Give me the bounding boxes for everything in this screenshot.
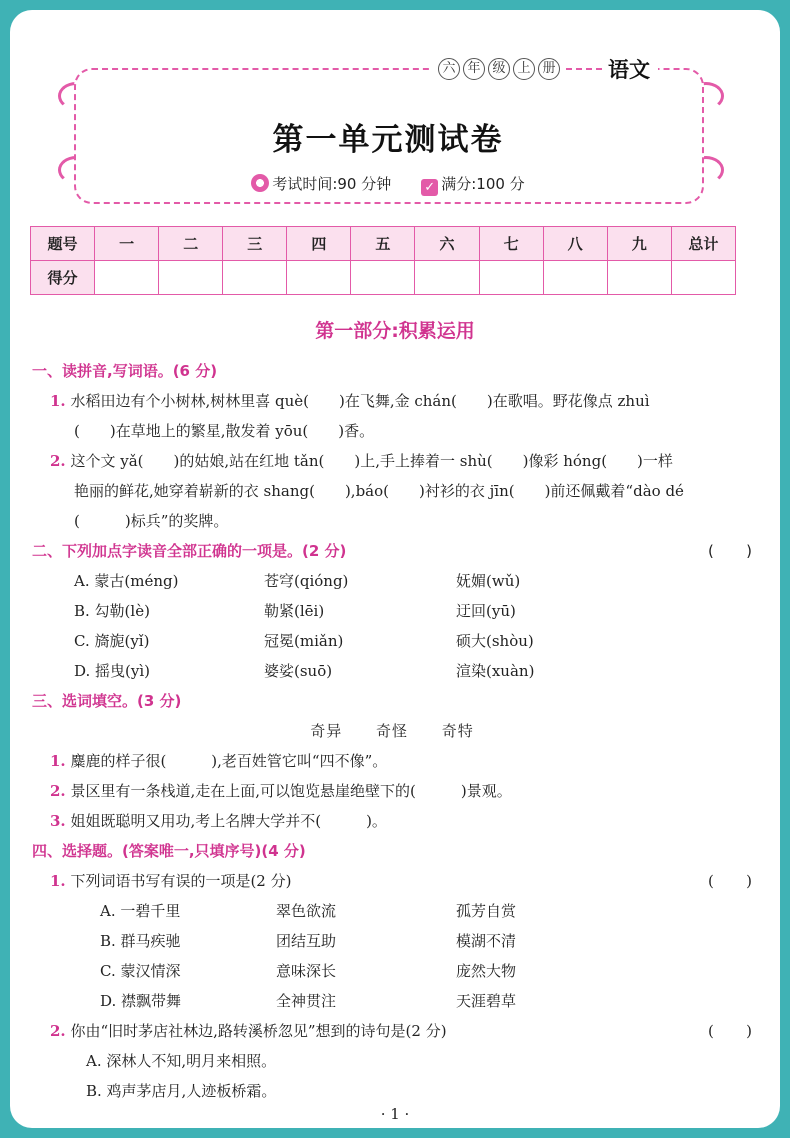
option-item: B. 勾勒(lè) [74,602,150,620]
table-header-cell: 九 [607,227,671,261]
score-cell[interactable] [415,261,479,295]
option-item: 意味深长 [276,962,337,980]
option-item: 全神贯注 [276,992,337,1010]
option-item: 庞然大物 [456,962,517,980]
score-table [30,226,736,295]
score-cell[interactable] [287,261,351,295]
score-cell[interactable] [159,261,223,295]
option-item: D. 襟飘带舞 [100,992,182,1010]
grade-char: 年 [463,58,485,80]
bracket-left: ( [708,1022,714,1040]
bracket-right: ) [746,1022,752,1040]
question-text: 景区里有一条栈道,走在上面,可以饱览悬崖绝壁下的( )景观。 [70,782,512,800]
part-title: 第一部分:积累运用 [315,320,475,342]
word-bank [32,716,752,746]
score-cell[interactable] [351,261,415,295]
option-item: D. 摇曳(yì) [74,662,151,680]
table-header-cell: 六 [415,227,479,261]
bracket-left: ( [708,872,714,890]
table-header-cell: 五 [351,227,415,261]
question-line [32,386,752,416]
table-header-cell: 八 [543,227,607,261]
grade-char: 册 [538,58,560,80]
bracket-right: ) [746,542,752,560]
page-number: · 1 · [380,1105,410,1123]
section-heading: 四、选择题。(答案唯一,只填序号)(4 分) [32,842,306,860]
question-line [32,1016,752,1046]
table-header-cell: 四 [287,227,351,261]
grade-char: 六 [438,58,460,80]
divider [566,68,602,70]
score-cell[interactable] [671,261,735,295]
option-row [32,656,752,686]
option-item: 翠色欲流 [276,902,337,920]
option-item: B. 群马疾驰 [100,932,181,950]
option-row [32,926,752,956]
table-header-cell: 一 [95,227,159,261]
bracket-right: ) [746,872,752,890]
question-number: 3. [50,812,66,830]
option-row [32,986,752,1016]
question-line: ( )标兵”的奖牌。 [74,512,229,530]
exam-meta [68,173,708,196]
score-cell[interactable] [479,261,543,295]
score-cell[interactable] [95,261,159,295]
exam-page [10,10,780,1128]
table-header-cell: 二 [159,227,223,261]
question-number: 1. [50,752,66,770]
table-row [31,227,736,261]
option-item: 勒紧(lēi) [264,602,325,620]
answer-bracket[interactable] [708,1016,752,1046]
option-item: 苍穹(qióng) [264,572,349,590]
question-number: 1. [50,392,66,410]
option-row [32,566,752,596]
questions [32,356,752,1106]
bracket-left: ( [708,542,714,560]
question-line: ( )在草地上的繁星,散发着 yōu( )香。 [74,422,375,440]
answer-bracket[interactable] [708,536,752,566]
question-text: 下列词语书写有误的一项是(2 分) [70,872,292,890]
option-item: C. 旖旎(yǐ) [74,632,150,650]
title-frame [68,60,708,210]
option-item: A. 深林人不知,明月来相照。 [86,1052,277,1070]
option-item: 渲染(xuàn) [456,662,535,680]
question-line [32,746,752,776]
option-row [32,956,752,986]
score-label: 满分:100 分 [441,175,525,193]
option-item: 冠冕(miǎn) [264,632,344,650]
table-header-cell: 题号 [31,227,95,261]
option-item: 模湖不清 [456,932,517,950]
question-line [32,866,752,896]
section-heading: 三、选词填空。(3 分) [32,692,182,710]
question-line [32,776,752,806]
table-header-cell: 总计 [671,227,735,261]
grade-char: 级 [488,58,510,80]
word-choice: 奇异 [310,722,343,740]
section-title: 二、下列加点字读音全部正确的一项是。(2 分) [32,542,347,560]
score-cell[interactable] [607,261,671,295]
question-line [32,806,752,836]
grade-chars [438,58,560,80]
option-item: 硕大(shòu) [456,632,534,650]
option-item: 天涯碧草 [456,992,517,1010]
option-item: 迂回(yū) [456,602,516,620]
table-header-cell: 得分 [31,261,95,295]
question-number: 1. [50,872,66,890]
answer-bracket[interactable] [708,866,752,896]
question-text: 这个文 yǎ( )的姑娘,站在红地 tǎn( )上,手上捧着一 shù( )像彩 hóng( )一样 [70,452,673,470]
question-line: 艳丽的鲜花,她穿着崭新的衣 shang( ),báo( )衬衫的衣 jīn( )前还佩戴着“dào dé [74,482,684,500]
word-choice: 奇特 [441,722,474,740]
option-item: 婆娑(suō) [264,662,333,680]
word-choice: 奇怪 [375,722,408,740]
option-item: C. 蒙汉情深 [100,962,181,980]
question-line [32,446,752,476]
score-cell[interactable] [543,261,607,295]
clock-icon [251,174,269,192]
table-row [31,261,736,295]
check-icon: ✓ [421,179,438,196]
option-item: A. 蒙古(méng) [74,572,179,590]
subject-label: 语文 [608,58,650,82]
option-item: 妩媚(wǔ) [456,572,521,590]
question-text: 麋鹿的样子很( ),老百姓管它叫“四不像”。 [70,752,388,770]
section-heading [32,536,752,566]
section-heading: 一、读拼音,写词语。(6 分) [32,362,218,380]
time-label: 考试时间:90 分钟 [272,175,392,193]
page-title: 第一单元测试卷 [272,122,504,158]
question-text: 水稻田边有个小树林,树林里喜 què( )在飞舞,金 chán( )在歌唱。野花像点 zhuì [70,392,650,410]
option-row [32,626,752,656]
question-text: 你由“旧时茅店社林边,路转溪桥忽见”想到的诗句是(2 分) [70,1022,447,1040]
option-item: B. 鸡声茅店月,人迹板桥霜。 [86,1082,277,1100]
table-header-cell: 三 [223,227,287,261]
option-row [32,596,752,626]
table-header-cell: 七 [479,227,543,261]
option-item: A. 一碧千里 [100,902,181,920]
question-number: 2. [50,782,66,800]
option-item: 团结互助 [276,932,337,950]
score-cell[interactable] [223,261,287,295]
option-row [32,896,752,926]
question-number: 2. [50,452,66,470]
option-item: 孤芳自赏 [456,902,517,920]
grade-label [430,54,658,84]
question-text: 姐姐既聪明又用功,考上名牌大学并不( )。 [70,812,387,830]
question-number: 2. [50,1022,66,1040]
grade-char: 上 [513,58,535,80]
